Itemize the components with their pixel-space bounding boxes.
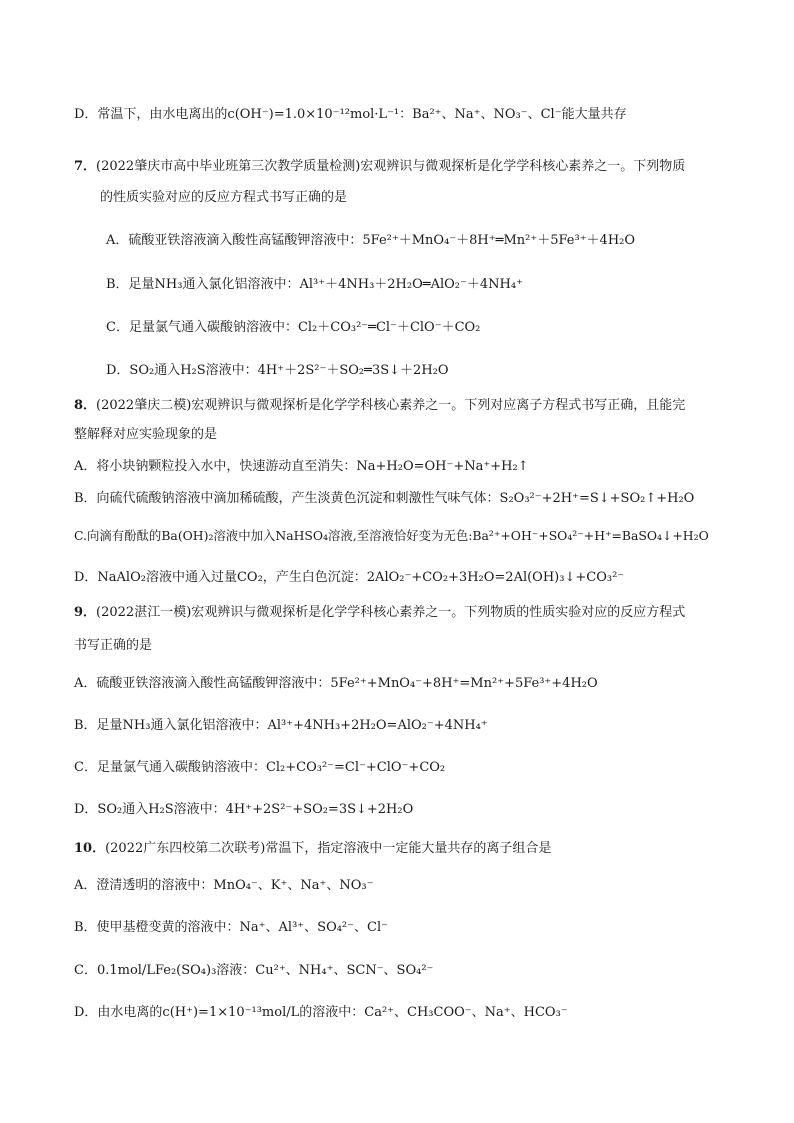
q9-number: 9． — [74, 605, 97, 620]
q9-option-d: D．SO₂通入H₂S溶液中：4H⁺+2S²⁻+SO₂=3S↓+2H₂O — [74, 802, 414, 817]
q9-option-c: C．足量氯气通入碳酸钠溶液中：Cl₂+CO₃²⁻=Cl⁻+ClO⁻+CO₂ — [74, 760, 446, 775]
q8-stem-line-1 — [74, 397, 685, 415]
q10-option-c: C．0.1mol/LFe₂(SO₄)₃溶液：Cu²⁺、NH₄⁺、SCN⁻、SO₄²⁻ — [74, 963, 434, 978]
q8-option-c: C.向滴有酚酞的Ba(OH)₂溶液中加入NaHSO₄溶液,至溶液恰好变为无色:Ba²⁺+OH⁻+SO₄²⁻+H⁺=BaSO₄↓+H₂O — [74, 528, 709, 543]
q10-option-b: B．使甲基橙变黄的溶液中：Na⁺、Al³⁺、SO₄²⁻、Cl⁻ — [74, 920, 388, 935]
q9-option-a: A．硫酸亚铁溶液滴入酸性高锰酸钾溶液中：5Fe²⁺+MnO₄⁻+8H⁺=Mn²⁺+5Fe³⁺+4H₂O — [74, 676, 598, 691]
q7-option-a: A．硫酸亚铁溶液滴入酸性高锰酸钾溶液中：5Fe²⁺＋MnO₄⁻＋8H⁺═Mn²⁺＋5Fe³⁺＋4H₂O — [106, 233, 636, 248]
q10-number: 10． — [74, 841, 106, 856]
q7-stem-line-2: 的性质实验对应的反应方程式书写正确的是 — [100, 190, 348, 205]
q7-option-b: B．足量NH₃通入氯化铝溶液中：Al³⁺＋4NH₃＋2H₂O═AlO₂⁻＋4NH₄⁺ — [106, 277, 523, 292]
q7-stem-line-1 — [74, 158, 685, 176]
q7-number: 7． — [74, 159, 97, 174]
q10-stem-line-1 — [74, 840, 551, 858]
q9-stem-line-2: 书写正确的是 — [74, 638, 153, 653]
q8-stem-text-1: (2022肇庆二模)宏观辨识与微观探析是化学学科核心素养之一。下列对应离子方程式书写正确，且能完 — [96, 398, 686, 413]
q9-stem-text-1: (2022湛江一模)宏观辨识与微观探析是化学学科核心素养之一。下列物质的性质实验对应的反应方程式 — [96, 605, 686, 620]
q6-option-d: D．常温下，由水电离出的c(OH⁻)=1.0×10⁻¹²mol·L⁻¹：Ba²⁺、Na⁺、NO₃⁻、Cl⁻能大量共存 — [74, 107, 627, 122]
q10-stem-text-1: (2022广东四校第二次联考)常温下，指定溶液中一定能大量共存的离子组合是 — [105, 841, 552, 856]
q9-option-b: B．足量NH₃通入氯化铝溶液中：Al³⁺+4NH₃+2H₂O=AlO₂⁻+4NH₄⁺ — [74, 718, 488, 733]
q8-option-d: D．NaAlO₂溶液中通入过量CO₂，产生白色沉淀：2AlO₂⁻+CO₂+3H₂O=2Al(OH)₃↓+CO₃²⁻ — [74, 570, 625, 585]
q8-option-a: A．将小块钠颗粒投入水中，快速游动直至消失：Na+H₂O=OH⁻+Na⁺+H₂↑ — [74, 459, 529, 474]
q8-option-b: B．向硫代硫酸钠溶液中滴加稀硫酸，产生淡黄色沉淀和刺激性气味气体：S₂O₃²⁻+2H⁺=S↓+SO₂↑+H₂O — [74, 491, 695, 506]
q9-stem-line-1 — [74, 604, 685, 622]
q8-stem-line-2: 整解释对应实验现象的是 — [74, 427, 218, 442]
q10-option-a: A．澄清透明的溶液中：MnO₄⁻、K⁺、Na⁺、NO₃⁻ — [74, 878, 374, 893]
q7-option-c: C．足量氯气通入碳酸钠溶液中：Cl₂＋CO₃²⁻═Cl⁻＋ClO⁻＋CO₂ — [106, 320, 481, 335]
q8-number: 8． — [74, 398, 97, 413]
q10-option-d: D．由水电离的c(H⁺)=1×10⁻¹³mol/L的溶液中：Ca²⁺、CH₃COO⁻、Na⁺、HCO₃⁻ — [74, 1005, 568, 1020]
q7-stem-text-1: (2022肇庆市高中毕业班第三次教学质量检测)宏观辨识与微观探析是化学学科核心素养之一。下列物质 — [96, 159, 686, 174]
q7-option-d: D．SO₂通入H₂S溶液中：4H⁺＋2S²⁻＋SO₂═3S↓＋2H₂O — [106, 363, 449, 378]
